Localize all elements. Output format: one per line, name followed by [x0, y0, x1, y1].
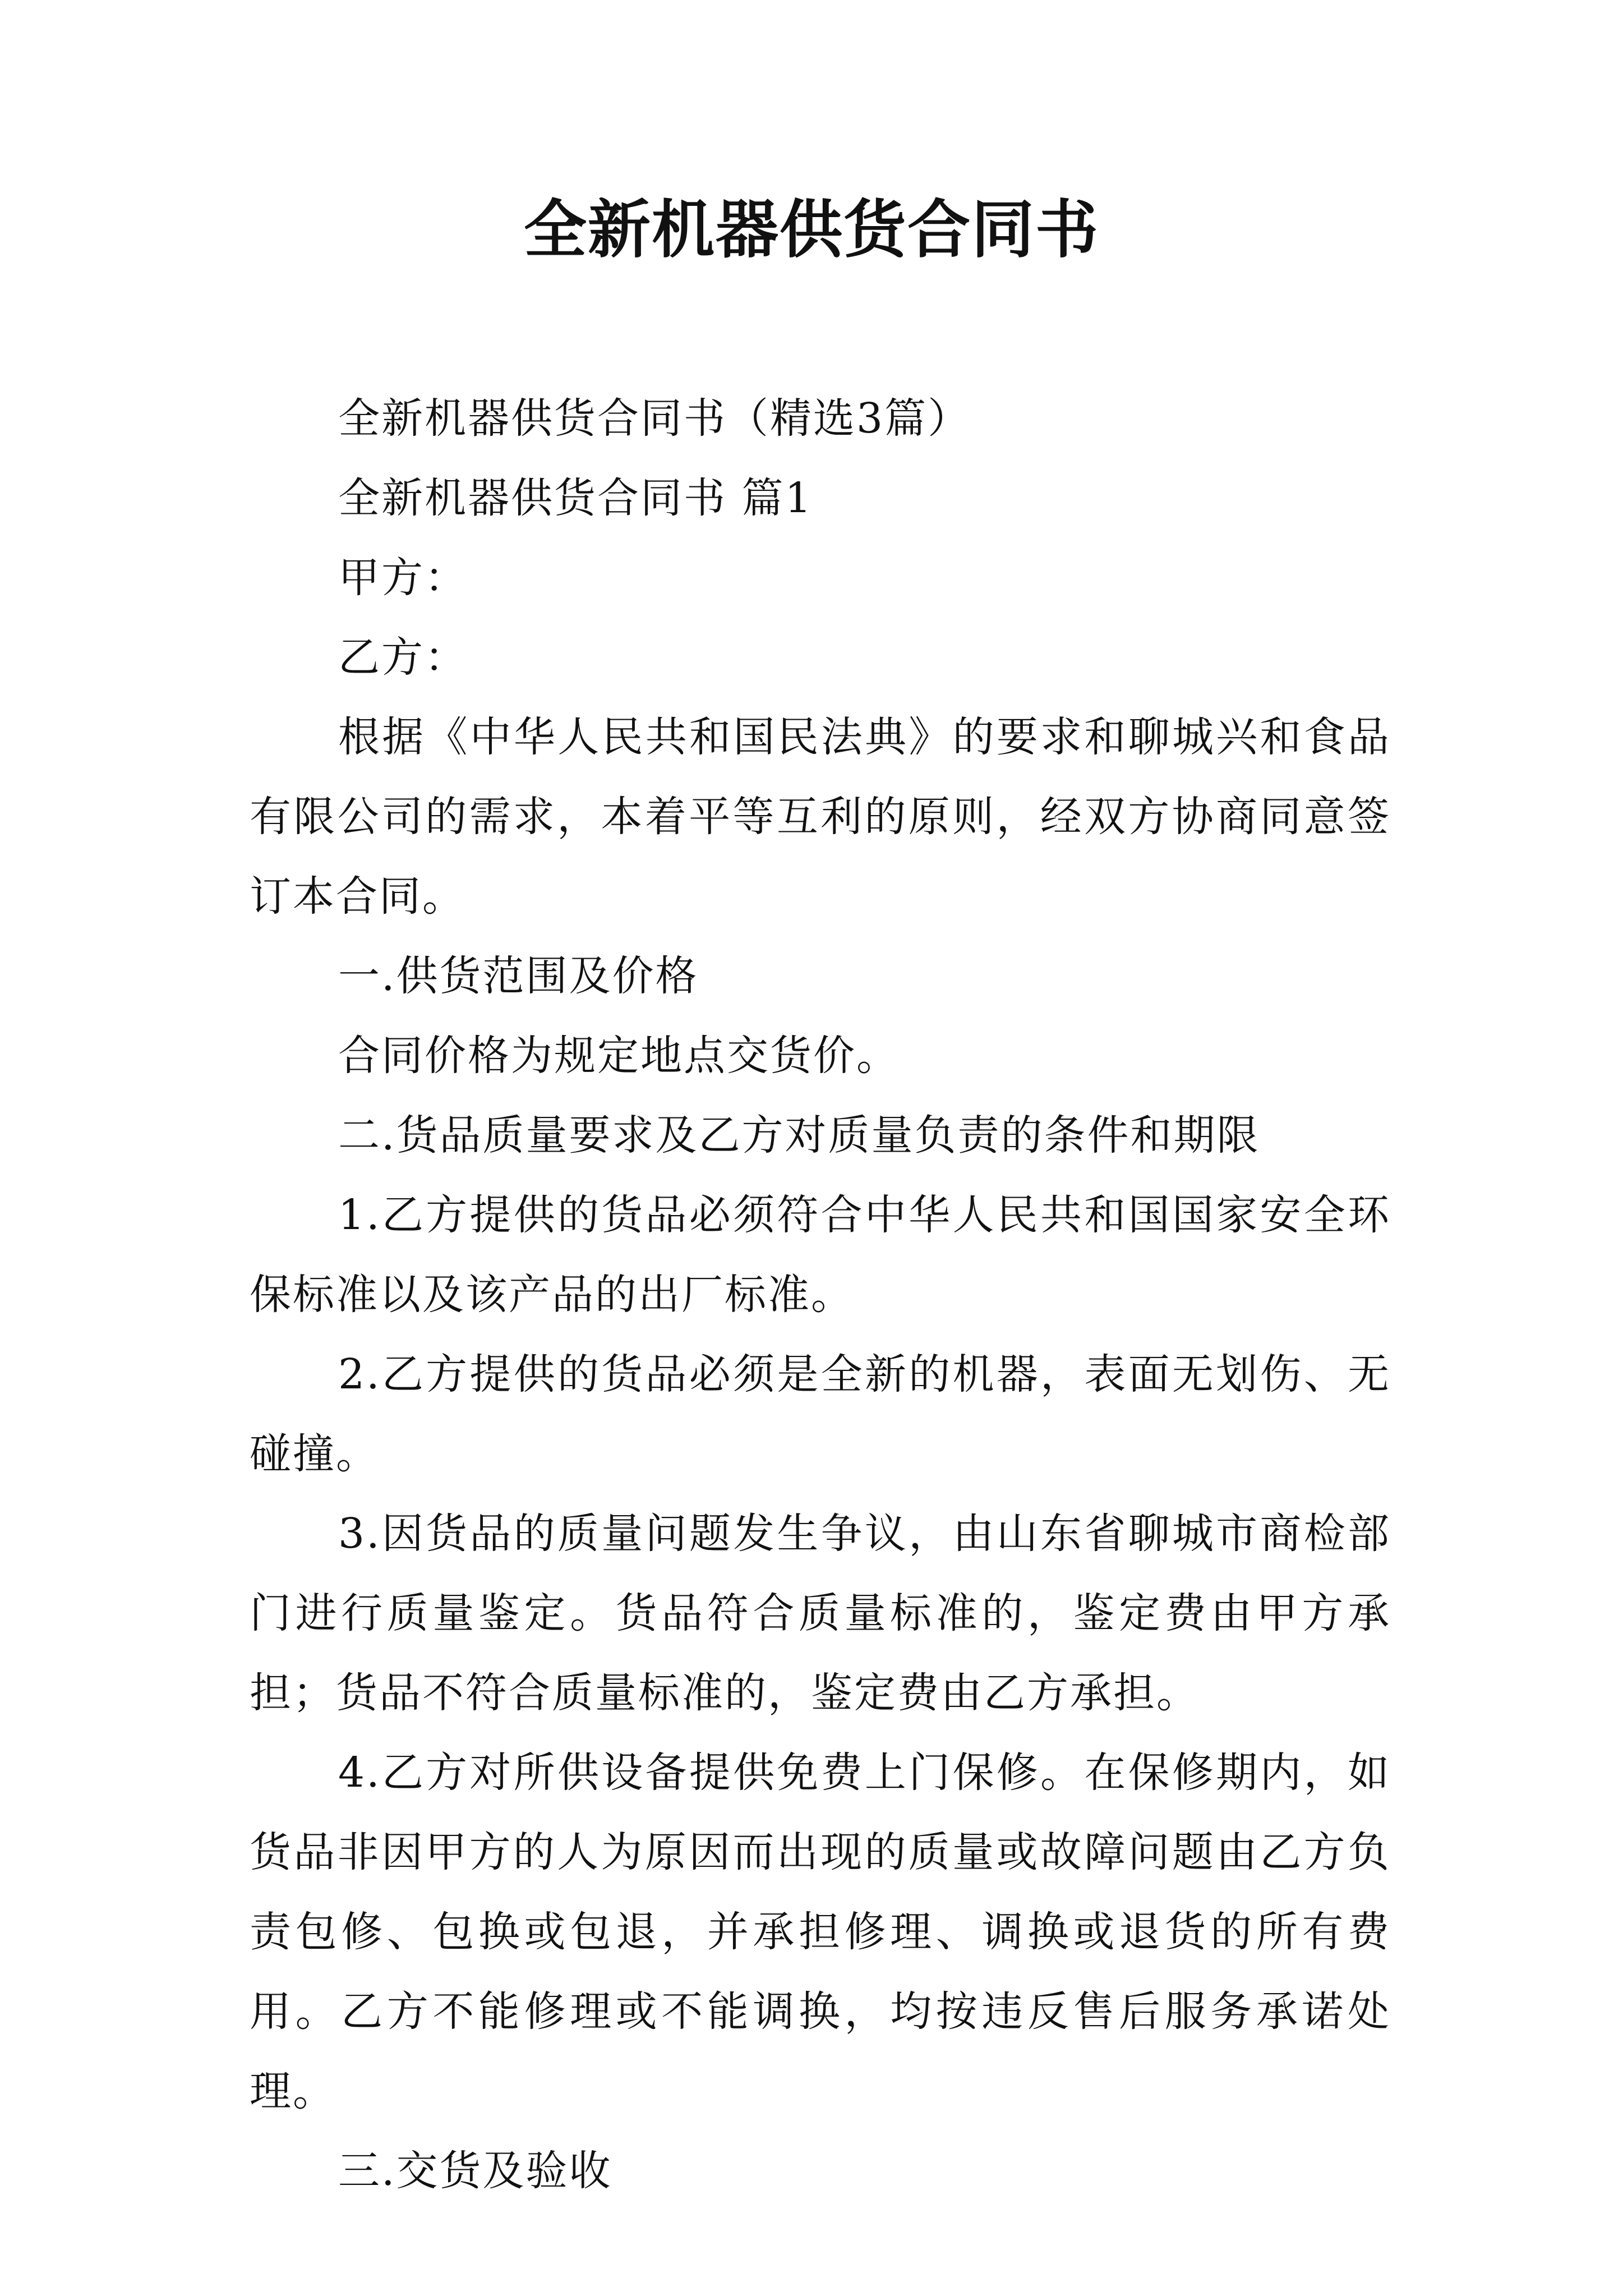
paragraph-party-b: 乙方： [338, 633, 468, 682]
paragraph-clause-1: 1.乙方提供的货品必须符合中华人民共和国国家安全环保标准以及该产品的出厂标准。 [250, 1191, 1391, 1319]
document-title: 全新机器供货合同书 [524, 193, 1099, 266]
paragraph-section-heading: 全新机器供货合同书 篇1 [338, 474, 813, 522]
paragraph-clause-3: 3.因货品的质量问题发生争议，由山东省聊城市商检部门进行质量鉴定。货品符合质量标准的，鉴定费由甲方承担；货品不符合质量标准的，鉴定费由乙方承担。 [250, 1510, 1391, 1717]
paragraph-heading-3: 三.交货及验收 [338, 2147, 612, 2195]
document-body [250, 379, 1391, 2211]
paragraph-clause-4: 4.乙方对所供设备提供免费上门保修。在保修期内，如货品非因甲方的人为原因而出现的质量或故障问题由乙方负责包修、包换或包退，并承担修理、调换或退货的所有费用。乙方不能修理或不能调换，均按违反售后服务承诺处理。 [250, 1749, 1391, 2115]
paragraph-subtitle: 全新机器供货合同书（精选3篇） [338, 394, 971, 443]
paragraph-party-a: 甲方： [338, 554, 468, 602]
paragraph-clause-2: 2.乙方提供的货品必须是全新的机器，表面无划伤、无碰撞。 [250, 1350, 1391, 1478]
paragraph-heading-2: 二.货品质量要求及乙方对质量负责的条件和期限 [338, 1111, 1260, 1159]
paragraph-intro: 根据《中华人民共和国民法典》的要求和聊城兴和食品有限公司的需求，本着平等互利的原则，经双方协商同意签订本合同。 [250, 713, 1391, 921]
paragraph-heading-1: 一.供货范围及价格 [338, 952, 699, 1000]
paragraph-price: 合同价格为规定地点交货价。 [338, 1032, 900, 1080]
